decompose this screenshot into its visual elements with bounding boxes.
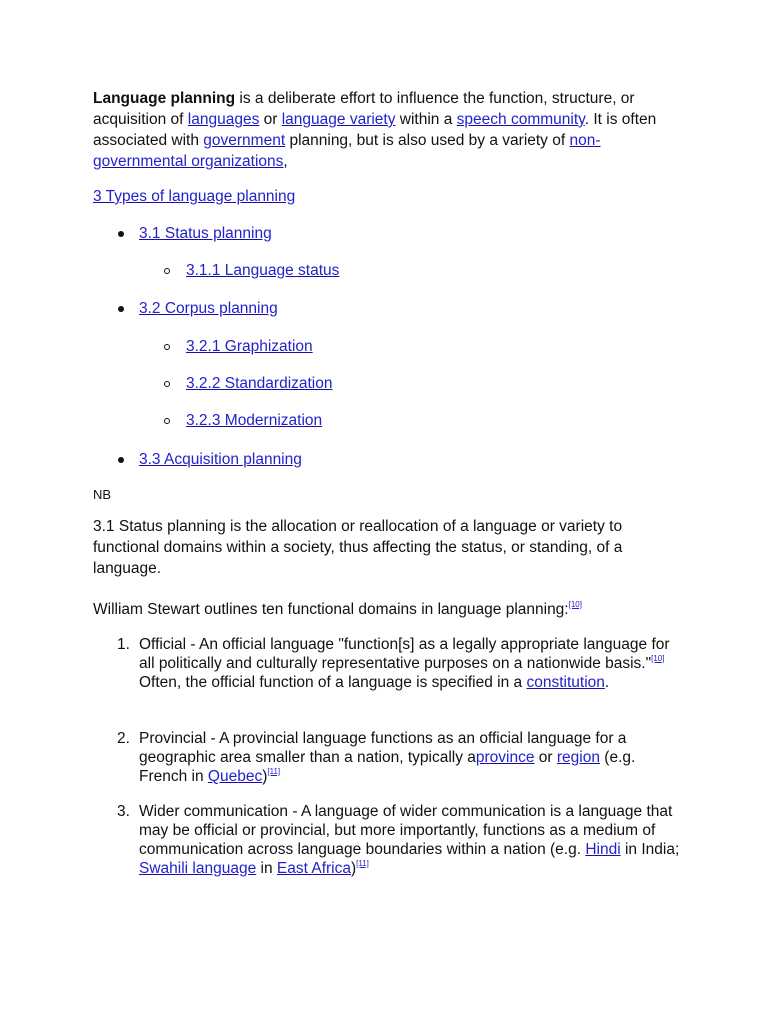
link-government[interactable]: government	[203, 132, 286, 149]
list-text: Wider communication - A language of wider communication is a language that may be official or provincial, but more importantly, functions as a medium of communication across language boundaries within a nation (e.g.	[139, 803, 673, 858]
toc-standardization[interactable]: 3.2.2 Standardization	[186, 375, 333, 392]
stewart-paragraph	[93, 599, 683, 620]
intro-text: . It is often associated with	[93, 111, 657, 149]
toc-status-planning[interactable]: 3.1 Status planning	[139, 225, 272, 242]
list-item-provincial	[139, 729, 684, 786]
reference-link[interactable]: [11]	[356, 859, 369, 868]
list-number: 1.	[117, 636, 130, 653]
list-text: (e.g. French in	[139, 749, 636, 785]
status-planning-paragraph: 3.1 Status planning is the allocation or reallocation of a language or variety to functional domains within a society, thus affecting the status, or standing, of a language.	[93, 518, 623, 577]
stewart-text: William Stewart outlines ten functional domains in language planning:	[93, 601, 569, 618]
list-item-official	[139, 635, 684, 692]
list-text: )	[262, 768, 268, 785]
list-text: Official - An official language "function[s] as a legally appropriate language for all politically and culturally representative purposes on a nationwide basis."	[139, 636, 670, 672]
bullet-icon	[118, 231, 124, 237]
intro-paragraph	[93, 88, 683, 172]
toc-graphization[interactable]: 3.2.1 Graphization	[186, 338, 313, 355]
toc-language-status[interactable]: 3.1.1 Language status	[186, 262, 340, 279]
link-non-governmental-organizations[interactable]: non-governmental organizations	[93, 132, 601, 170]
list-text: Provincial - A provincial language functions as an official language for a geographic area smaller than a nation, typically a	[139, 730, 627, 766]
link-quebec[interactable]: Quebec	[207, 768, 263, 785]
intro-text: within a	[395, 111, 457, 128]
reference-link[interactable]: [10]	[568, 600, 582, 609]
nb-label: NB	[93, 487, 112, 502]
reference-link[interactable]: [11]	[267, 767, 281, 776]
list-text: .	[604, 674, 610, 691]
intro-term: Language planning	[93, 90, 236, 107]
list-number: 2.	[117, 730, 130, 747]
circle-bullet-icon	[164, 381, 170, 387]
list-text: Often, the official function of a language is specified in a	[139, 674, 527, 691]
link-province[interactable]: province	[475, 749, 535, 766]
circle-bullet-icon	[164, 418, 170, 424]
link-speech-community[interactable]: speech community	[456, 111, 585, 128]
link-languages[interactable]: languages	[187, 111, 260, 128]
toc-heading-link[interactable]: 3 Types of language planning	[93, 188, 296, 205]
toc-modernization[interactable]: 3.2.3 Modernization	[186, 412, 323, 429]
link-hindi[interactable]: Hindi	[585, 841, 621, 858]
link-region[interactable]: region	[556, 749, 600, 766]
link-swahili-language[interactable]: Swahili language	[139, 860, 257, 877]
circle-bullet-icon	[164, 344, 170, 350]
intro-text: is a deliberate effort to influence the function, structure, or acquisition of	[93, 90, 635, 128]
link-constitution[interactable]: constitution	[526, 674, 605, 691]
bullet-icon	[118, 457, 124, 463]
reference-link[interactable]: [10]	[651, 654, 665, 663]
link-east-africa[interactable]: East Africa	[276, 860, 351, 877]
intro-text: or	[259, 111, 282, 128]
list-text: in	[256, 860, 277, 877]
list-text: or	[534, 749, 557, 766]
intro-text: ,	[283, 153, 288, 170]
intro-text: planning, but is also used by a variety of	[285, 132, 570, 149]
list-text: in India;	[620, 841, 680, 858]
list-item-wider-communication	[139, 802, 684, 878]
list-number: 3.	[117, 803, 130, 820]
toc-acquisition-planning[interactable]: 3.3 Acquisition planning	[139, 451, 302, 468]
link-language-variety[interactable]: language variety	[281, 111, 396, 128]
toc-corpus-planning[interactable]: 3.2 Corpus planning	[139, 300, 278, 317]
circle-bullet-icon	[164, 268, 170, 274]
bullet-icon	[118, 306, 124, 312]
list-text: )	[350, 860, 357, 877]
